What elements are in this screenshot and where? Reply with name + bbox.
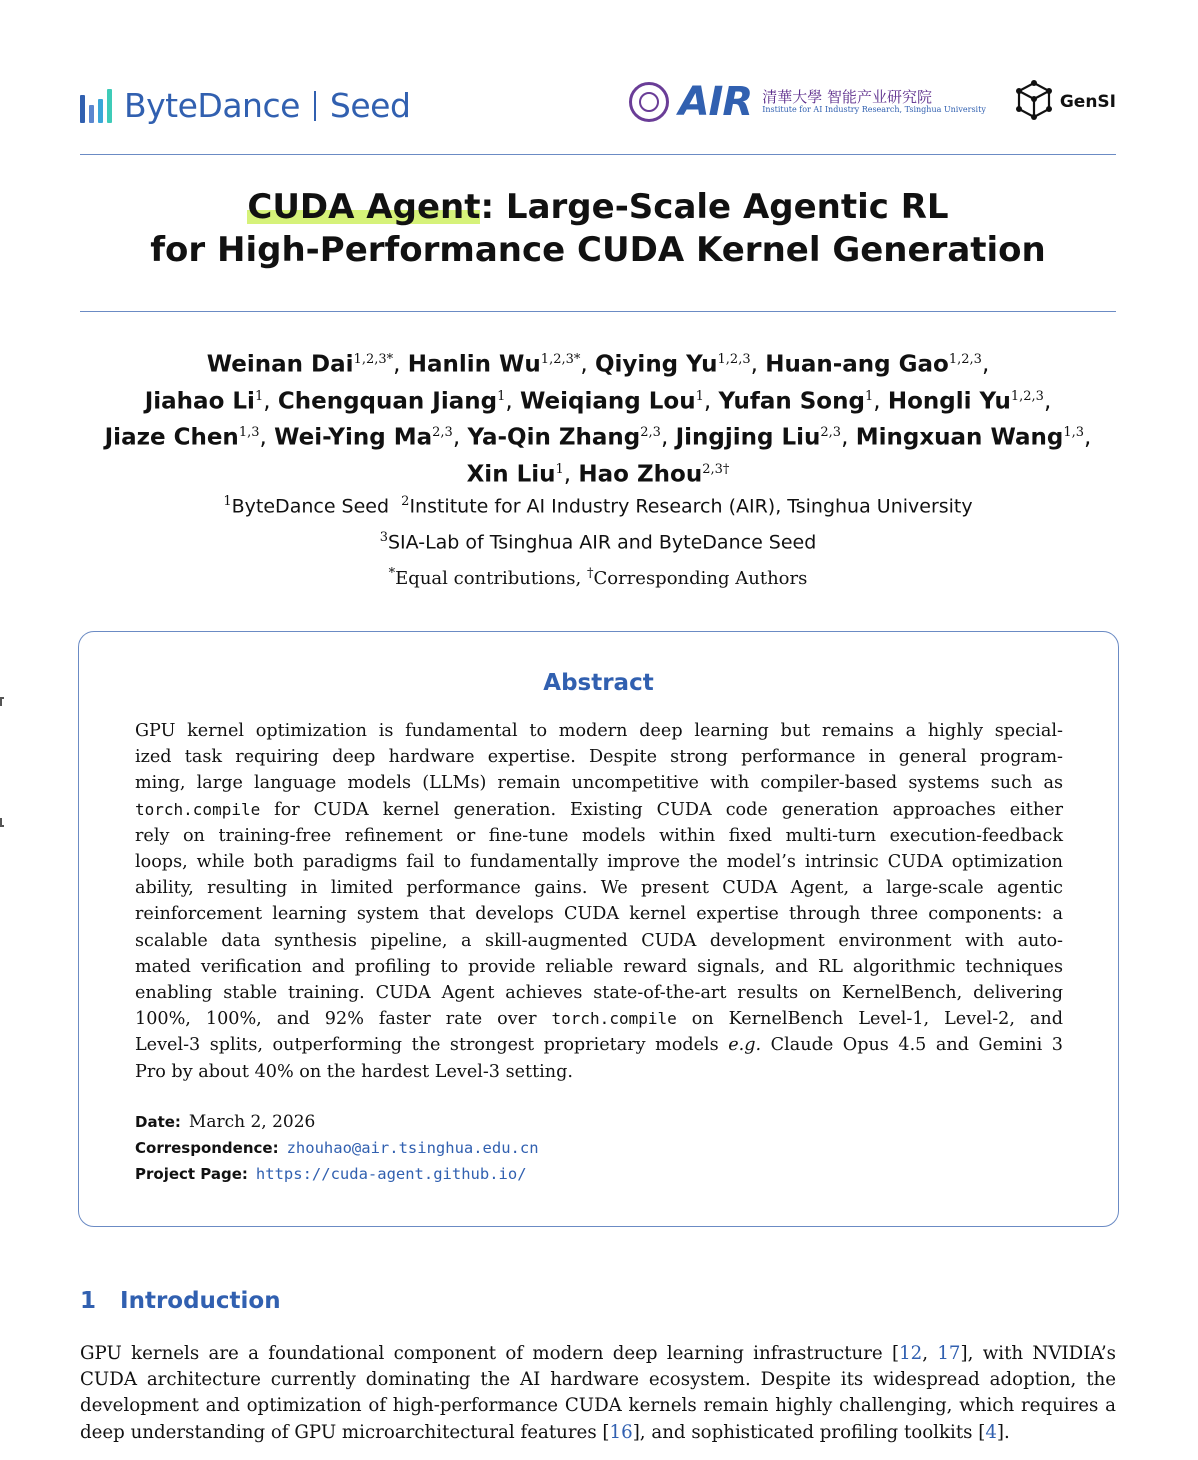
text-run: ming, large language models (LLMs) remain uncompetitive with compiler-based systems such as bbox=[135, 773, 1063, 794]
corr-note: Corresponding Authors bbox=[593, 568, 808, 589]
text-run: ized task requiring deep hardware expertise. Despite strong performance in general program- bbox=[135, 747, 1063, 768]
contribution-note bbox=[80, 566, 1116, 589]
abstract-line bbox=[135, 954, 1063, 980]
author-name: Hongli Yu bbox=[887, 388, 1011, 415]
bytedance-bars-icon bbox=[80, 89, 112, 123]
text-run: ability, resulting in limited performance gains. We present CUDA Agent, a large-scale agentic bbox=[135, 878, 1063, 899]
author-affiliation-sup: 2,3† bbox=[702, 461, 730, 477]
air-logo: AIR bbox=[678, 79, 753, 125]
brand-seed: Seed bbox=[329, 86, 411, 125]
brand-bytedance: ByteDance bbox=[124, 86, 300, 125]
air-subtitle bbox=[762, 89, 986, 114]
author-name: Huan-ang Gao bbox=[765, 351, 949, 378]
affil-2: Institute for AI Industry Research (AIR), Tsinghua University bbox=[409, 495, 973, 518]
abstract-line bbox=[135, 1032, 1063, 1058]
author-separator: , bbox=[505, 388, 520, 415]
text-run: scalable data synthesis pipeline, a skill-augmented CUDA development environment with auto- bbox=[135, 930, 1063, 951]
title-line1: : Large-Scale Agentic RL bbox=[480, 187, 949, 227]
author-name: Jingjing Liu bbox=[675, 424, 821, 451]
abstract-box bbox=[78, 631, 1119, 1227]
affil-3: SIA-Lab of Tsinghua AIR and ByteDance Seed bbox=[387, 531, 817, 554]
author-separator: , bbox=[660, 424, 676, 451]
tsinghua-seal-icon bbox=[629, 82, 669, 122]
text-run: ], and sophisticated profiling toolkits [ bbox=[632, 1421, 986, 1443]
author-name: Yufan Song bbox=[718, 388, 865, 415]
author-separator: , bbox=[580, 351, 595, 378]
text-run: mated verification and profiling to provide reliable reward signals, and RL algorithmic techniques bbox=[135, 956, 1063, 977]
text-run: deep understanding of GPU microarchitectural features [ bbox=[80, 1421, 610, 1443]
author-name: Ya-Qin Zhang bbox=[467, 424, 641, 451]
author-separator: , bbox=[841, 424, 856, 451]
abstract-line bbox=[135, 744, 1063, 770]
citation-link[interactable]: 17 bbox=[937, 1343, 961, 1364]
author-affiliation-sup: 1,2,3* bbox=[353, 352, 394, 367]
author-separator: , bbox=[981, 351, 990, 378]
author-separator: , bbox=[1043, 388, 1052, 415]
correspondence-email-link[interactable]: zhouhao@air.tsinghua.edu.cn bbox=[286, 1139, 539, 1157]
author-name: Chengquan Jiang bbox=[277, 388, 498, 415]
affil-2-sup: 2 bbox=[401, 494, 410, 509]
text-run: reinforcement learning system that develops CUDA kernel expertise through three components: a bbox=[135, 904, 1063, 925]
abstract-line bbox=[135, 928, 1063, 954]
section-number: 1 bbox=[80, 1288, 97, 1314]
abstract-line bbox=[135, 1006, 1063, 1032]
author-separator: , bbox=[263, 388, 278, 415]
bytedance-seed-logo bbox=[80, 86, 410, 125]
introduction-body bbox=[80, 1341, 1116, 1446]
text-run: GPU kernels are a foundational component of modern deep learning infrastructure [ bbox=[80, 1343, 900, 1364]
project-page-link[interactable]: https://cuda-agent.github.io/ bbox=[255, 1165, 527, 1183]
author-affiliation-sup: 2,3 bbox=[432, 425, 453, 441]
author-list bbox=[80, 344, 1116, 491]
text-run: on KernelBench Level-1, Level-2, and bbox=[676, 1009, 1063, 1030]
abstract-line bbox=[135, 718, 1063, 744]
intro-line bbox=[80, 1341, 1116, 1367]
correspondence-label: Correspondence: bbox=[135, 1139, 279, 1157]
abstract-line bbox=[135, 980, 1063, 1006]
author-affiliation-sup: 1 bbox=[254, 388, 264, 404]
citation-link[interactable]: 4 bbox=[985, 1421, 997, 1443]
text-run: 100%, 100%, and 92% faster rate over bbox=[135, 1009, 552, 1030]
page-header bbox=[80, 78, 1116, 134]
author-affiliation-sup: 2,3 bbox=[820, 425, 842, 441]
author-separator: , bbox=[750, 351, 766, 378]
abstract-line bbox=[135, 1059, 1063, 1085]
author-name: Weinan Dai bbox=[206, 351, 354, 378]
author-name: Hao Zhou bbox=[578, 461, 703, 488]
author-affiliation-sup: 1,2,3 bbox=[1010, 388, 1044, 404]
partner-logos bbox=[629, 80, 1116, 124]
abstract-body bbox=[135, 718, 1063, 1085]
author-name: Qiying Yu bbox=[595, 351, 718, 378]
affil-1: ByteDance Seed bbox=[231, 495, 390, 518]
meta-project-page bbox=[135, 1161, 1063, 1187]
text-run: ]. bbox=[996, 1421, 1010, 1443]
gensi-cube-icon bbox=[1014, 80, 1054, 124]
abstract-line bbox=[135, 797, 1063, 823]
text-run: CUDA architecture currently dominating the AI hardware ecosystem. Despite its widespread adoption, the bbox=[80, 1369, 1116, 1391]
margin-mark bbox=[0, 818, 4, 827]
text-run: for CUDA kernel generation. Existing CUDA code generation approaches either bbox=[260, 799, 1063, 820]
text-run: Pro by about 40% on the hardest Level-3 setting. bbox=[135, 1061, 573, 1082]
code-inline: torch.compile bbox=[551, 1009, 677, 1029]
author-line bbox=[80, 417, 1116, 454]
title-rule bbox=[80, 311, 1116, 312]
title-highlight: CUDA Agent bbox=[247, 187, 481, 227]
author-separator: , bbox=[1084, 424, 1092, 451]
abstract-line bbox=[135, 901, 1063, 927]
meta-date bbox=[135, 1109, 1063, 1135]
brand-divider bbox=[314, 91, 316, 121]
paper-meta bbox=[135, 1109, 1063, 1187]
text-run: Claude Opus 4.5 and Gemini 3 bbox=[761, 1035, 1063, 1056]
author-affiliation-sup: 1,2,3 bbox=[717, 352, 751, 367]
abstract-title: Abstract bbox=[543, 670, 654, 696]
project-page-label: Project Page: bbox=[135, 1165, 248, 1183]
intro-line bbox=[80, 1367, 1116, 1393]
text-run: loops, while both paradigms fail to fundamentally improve the model’s intrinsic CUDA optimization bbox=[135, 852, 1063, 873]
author-name: Weiqiang Lou bbox=[519, 388, 696, 415]
margin-mark bbox=[0, 697, 4, 706]
author-name: Jiahao Li bbox=[144, 388, 255, 415]
corr-sup: † bbox=[586, 566, 594, 581]
gensi-logo bbox=[1014, 80, 1116, 124]
author-affiliation-sup: 1,3 bbox=[238, 425, 260, 441]
meta-correspondence bbox=[135, 1135, 1063, 1161]
author-affiliation-sup: 2,3 bbox=[640, 425, 661, 441]
text-run: , bbox=[922, 1343, 938, 1364]
date-value: March 2, 2026 bbox=[188, 1112, 316, 1132]
section-title: Introduction bbox=[120, 1288, 281, 1314]
title-line2: for High-Performance CUDA Kernel Generation bbox=[150, 230, 1046, 270]
emphasis: e.g. bbox=[728, 1035, 762, 1056]
paper-title bbox=[80, 186, 1116, 272]
author-line bbox=[80, 344, 1116, 381]
equal-note: Equal contributions, bbox=[395, 568, 582, 589]
text-run: enabling stable training. CUDA Agent achieves state-of-the-art results on KernelBench, delivering bbox=[135, 983, 1063, 1004]
text-run: Level-3 splits, outperforming the strongest proprietary models bbox=[135, 1035, 729, 1056]
text-run: ], with NVIDIA’s bbox=[960, 1343, 1116, 1364]
date-label: Date: bbox=[135, 1113, 181, 1131]
author-affiliation-sup: 1 bbox=[555, 461, 564, 477]
author-separator: , bbox=[873, 388, 888, 415]
air-name-cn: 清華大學 智能产业研究院 bbox=[762, 88, 932, 107]
abstract-line bbox=[135, 875, 1063, 901]
text-run: rely on training-free refinement or fine-tune models within fixed multi-turn execution-feedback bbox=[135, 825, 1063, 846]
author-name: Jiaze Chen bbox=[104, 424, 239, 451]
author-separator: , bbox=[452, 424, 468, 451]
affil-3-sup: 3 bbox=[379, 530, 388, 546]
section-heading-introduction bbox=[80, 1288, 281, 1314]
author-separator: , bbox=[703, 388, 719, 415]
author-separator: , bbox=[393, 351, 408, 378]
author-affiliation-sup: 1,2,3 bbox=[948, 352, 982, 367]
affiliations bbox=[80, 486, 1116, 559]
citation-link[interactable]: 16 bbox=[609, 1421, 633, 1443]
author-name: Mingxuan Wang bbox=[855, 424, 1064, 451]
abstract-line bbox=[135, 770, 1063, 796]
author-separator: , bbox=[259, 424, 275, 451]
author-name: Hanlin Wu bbox=[407, 351, 541, 378]
air-name-en: Institute for AI Industry Research, Tsinghua University bbox=[762, 104, 986, 114]
author-affiliation-sup: 1,3 bbox=[1063, 425, 1085, 441]
author-affiliation-sup: 1 bbox=[497, 388, 506, 404]
citation-link[interactable]: 12 bbox=[899, 1343, 923, 1364]
intro-line bbox=[80, 1420, 1116, 1446]
text-run: GPU kernel optimization is fundamental to modern deep learning but remains a highly special- bbox=[135, 721, 1063, 741]
author-affiliation-sup: 1,2,3* bbox=[540, 352, 581, 367]
abstract-line bbox=[135, 849, 1063, 875]
intro-line bbox=[80, 1393, 1116, 1419]
affil-1-sup: 1 bbox=[223, 494, 232, 509]
equal-sup: * bbox=[388, 566, 396, 581]
author-line bbox=[80, 381, 1116, 418]
author-name: Xin Liu bbox=[466, 461, 556, 488]
text-run: development and optimization of high-performance CUDA kernels remain highly challenging, which requires a bbox=[80, 1395, 1116, 1417]
author-name: Wei-Ying Ma bbox=[274, 424, 433, 451]
author-affiliation-sup: 1 bbox=[695, 388, 704, 404]
gensi-text: GenSI bbox=[1059, 92, 1116, 112]
author-separator: , bbox=[563, 461, 579, 488]
abstract-line bbox=[135, 823, 1063, 849]
author-affiliation-sup: 1 bbox=[864, 388, 874, 404]
header-rule bbox=[80, 154, 1116, 155]
code-inline: torch.compile bbox=[135, 799, 261, 819]
